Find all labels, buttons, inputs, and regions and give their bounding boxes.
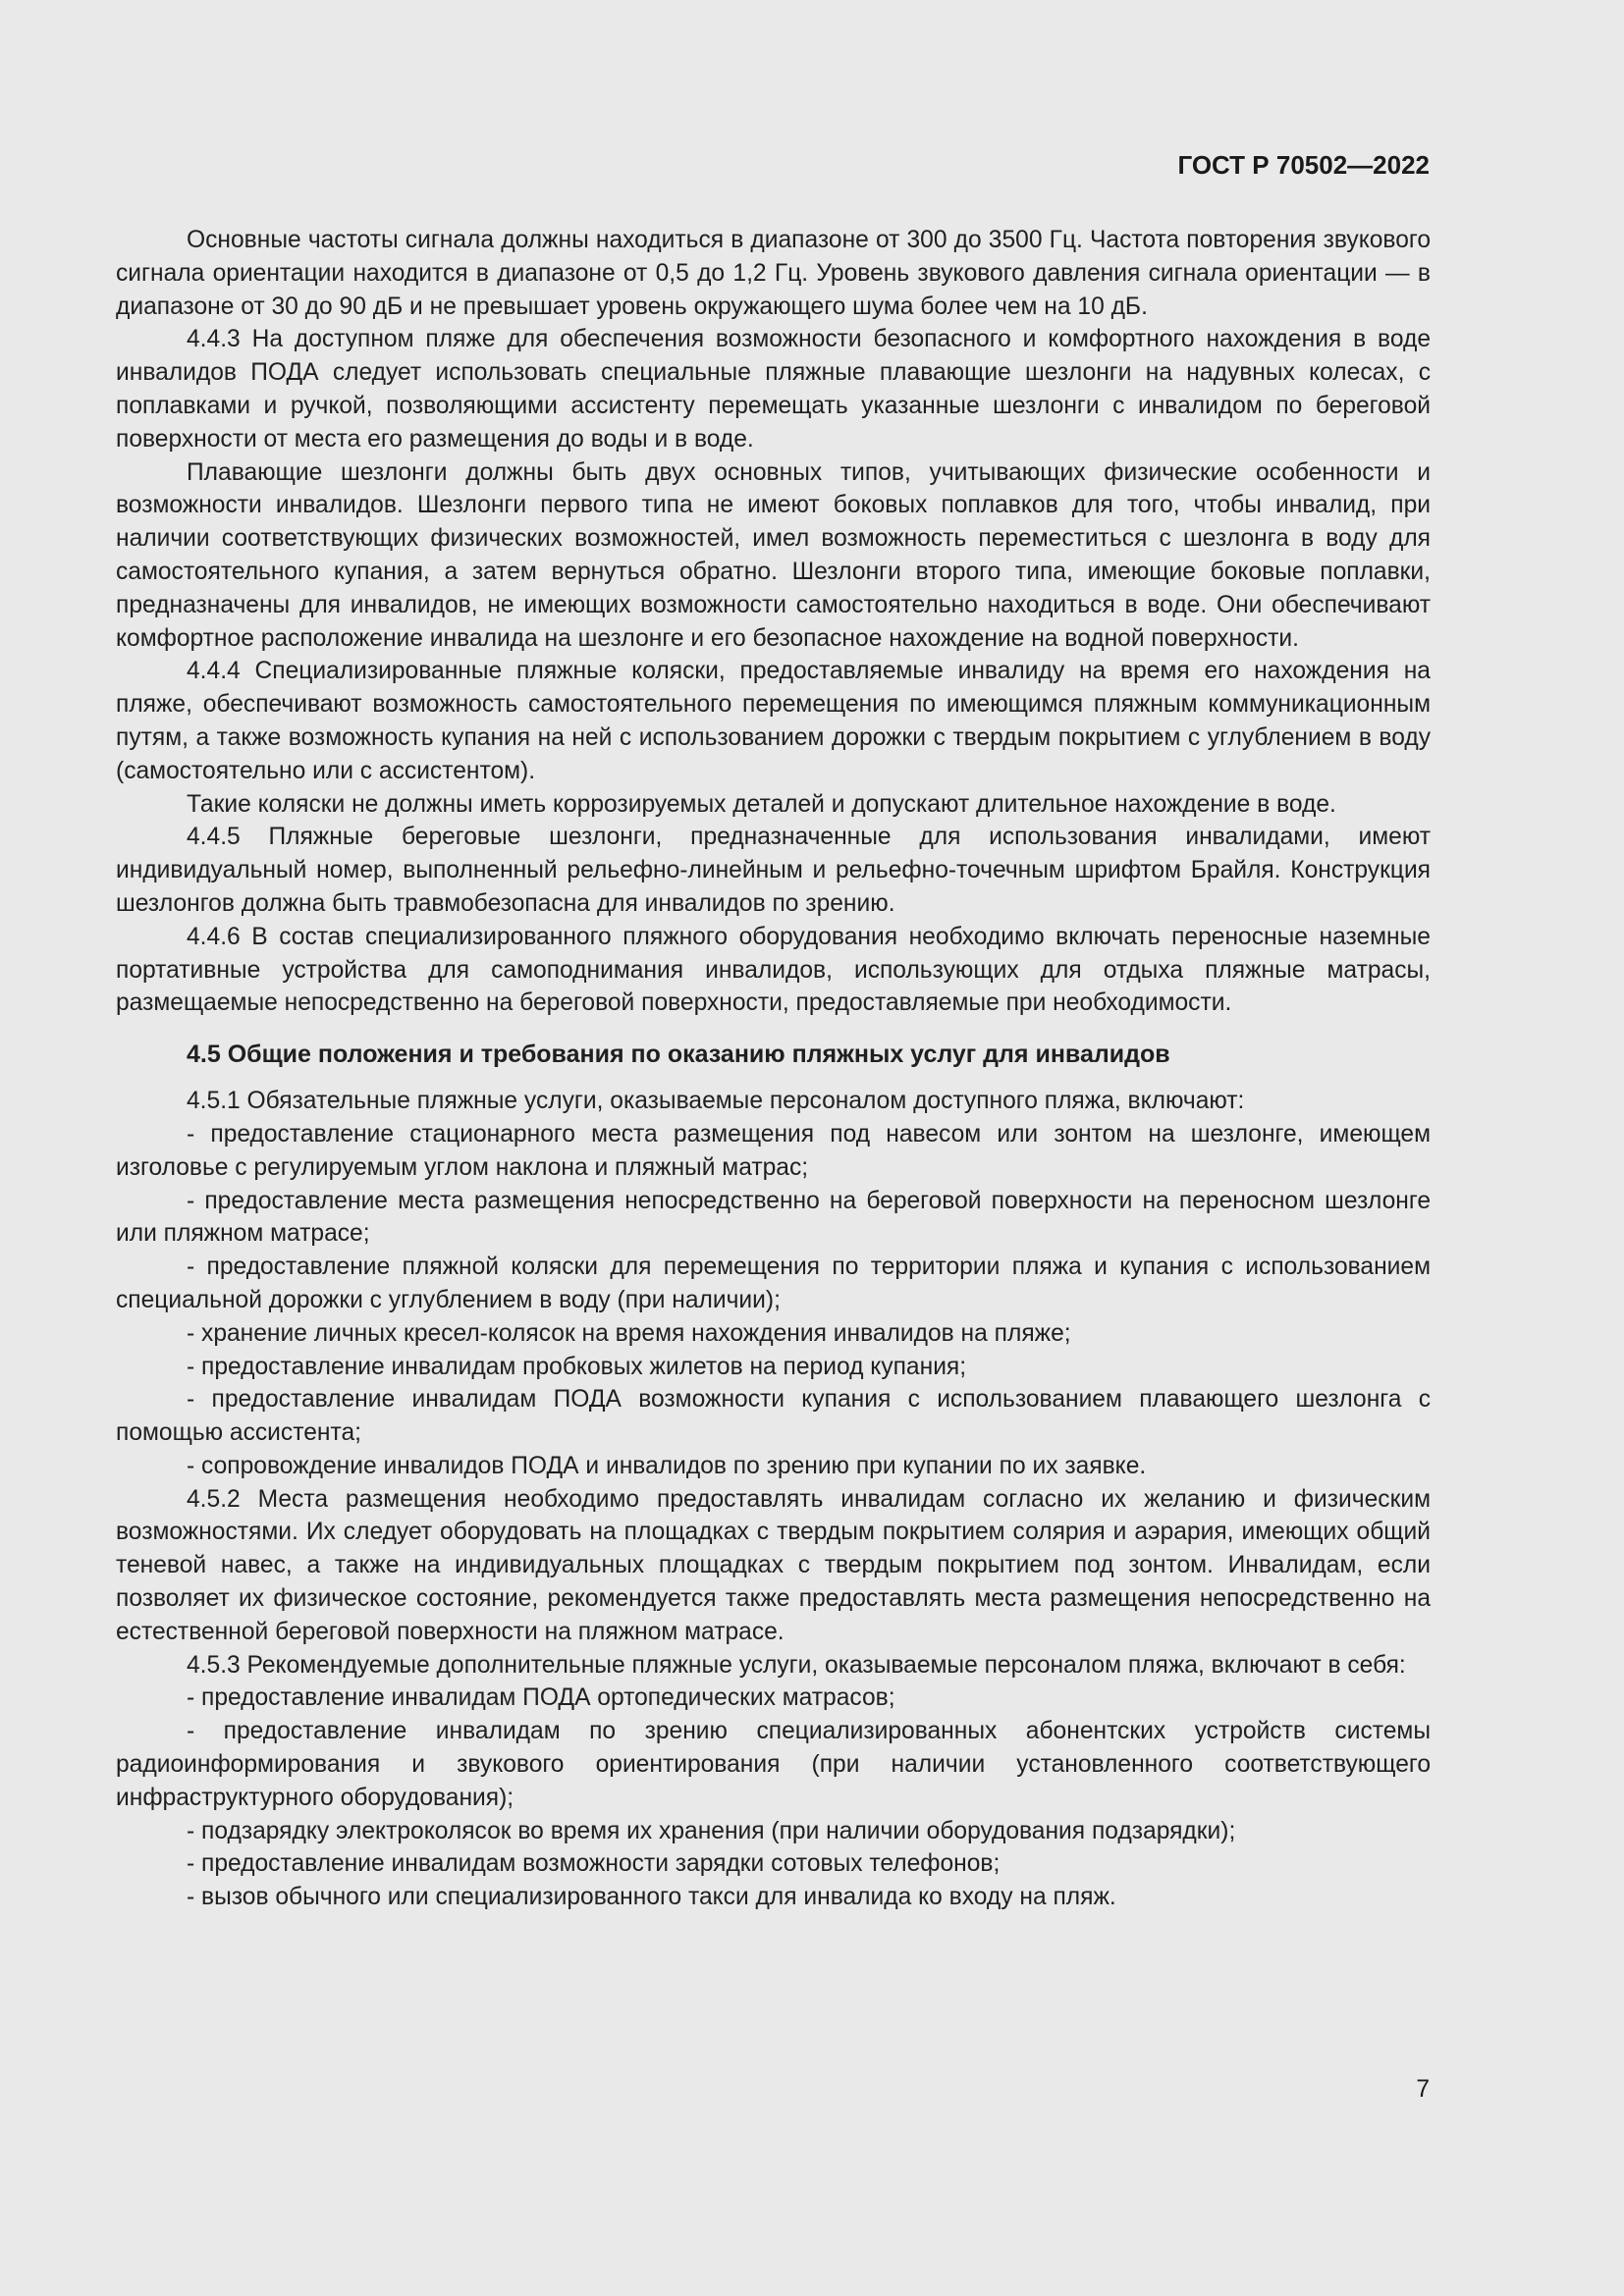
paragraph-4-5-3: 4.5.3 Рекомендуемые дополнительные пляжные услуги, оказываемые персоналом пляжа, включают в себя: [187,1651,1406,1679]
paragraph-4-5-1: 4.5.1 Обязательные пляжные услуги, оказываемые персоналом доступного пляжа, включают: [187,1088,1245,1115]
section-heading-4-5: 4.5 Общие положения и требования по оказанию пляжных услуг для инвалидов [187,1041,1170,1069]
paragraph-signal-frequencies: Основные частоты сигнала должны находиться в диапазоне от 300 до 3500 Гц. Частота повторения звукового сигнала ориентации находится в диапазоне от 0,5 до 1,2 Гц. Уровень звукового давления сигнала ориентации — в диапазоне от 30 до 90 дБ и не превышает уровень окружающего шума более чем на 10 дБ. [116,227,1431,320]
document-header-code: ГОСТ Р 70502—2022 [1177,150,1430,180]
paragraph-4-4-5: 4.4.5 Пляжные береговые шезлонги, предназначенные для использования инвалидами, имеют индивидуальный номер, выполненный рельефно-линейным и рельефно-точечным шрифтом Брайля. Конструкция шезлонгов должна быть травмобезопасна для инвалидов по зрению. [116,824,1431,917]
list-item: - подзарядку электроколясок во время их хранения (при наличии оборудования подзарядки); [187,1817,1236,1844]
page-body [116,224,1431,1914]
list-item: - сопровождение инвалидов ПОДА и инвалидов по зрению при купании по их заявке. [187,1452,1147,1479]
list-item: - предоставление инвалидам ПОДА ортопедических матрасов; [187,1684,895,1712]
list-item: - вызов обычного или специализированного такси для инвалида ко входу на пляж. [187,1884,1116,1911]
list-item: - предоставление инвалидам возможности зарядки сотовых телефонов; [187,1850,1001,1878]
paragraph-4-4-3: 4.4.3 На доступном пляже для обеспечения возможности безопасного и комфортного нахождения в воде инвалидов ПОДА следует использовать специальные пляжные плавающие шезлонги на надувных колесах, с поплавками и ручкой, позволяющими ассистенту перемещать указанные шезлонги с инвалидом по береговой поверхности от места его размещения до воды и в воде. [116,326,1431,453]
paragraph-4-4-4: 4.4.4 Специализированные пляжные коляски, предоставляемые инвалиду на время его нахождения на пляже, обеспечивают возможность самостоятельного перемещения по имеющимся пляжным коммуникационным путям, а также возможность купания на ней с использованием дорожки с твердым покрытием с углублением в воду (самостоятельно или с ассистентом). [116,658,1431,784]
list-item: - предоставление пляжной коляски для перемещения по территории пляжа и купания с использованием специальной дорожки с углублением в воду (при наличии); [116,1254,1431,1313]
paragraph-4-5-2: 4.5.2 Места размещения необходимо предоставлять инвалидам согласно их желанию и физическим возможностями. Их следует оборудовать на площадках с твердым покрытием солярия и аэрария, имеющих общий теневой навес, а также на индивидуальных площадках с твердым покрытием под зонтом. Инвалидам, если позволяет их физическое состояние, рекомендуется также предоставлять места размещения непосредственно на естественной береговой поверхности на пляжном матрасе. [116,1485,1431,1645]
list-item: - предоставление инвалидам пробковых жилетов на период купания; [187,1353,967,1380]
list-item: - предоставление стационарного места размещения под навесом или зонтом на шезлонге, имеющем изголовье с регулируемым углом наклона и пляжный матрас; [116,1120,1431,1181]
list-item: - хранение личных кресел-колясок на время нахождения инвалидов на пляже; [187,1319,1071,1347]
paragraph-4-4-6: 4.4.6 В состав специализированного пляжного оборудования необходимо включать переносные наземные портативные устройства для самоподнимания инвалидов, использующих для отдыха пляжные матрасы, размещаемые непосредственно на береговой поверхности, предоставляемые при необходимости. [116,923,1431,1017]
paragraph-wheelchairs-corrosion: Такие коляски не должны иметь коррозируемых деталей и допускают длительное нахождение в воде. [187,790,1336,818]
list-item: - предоставление инвалидам ПОДА возможности купания с использованием плавающего шезлонга с помощью ассистента; [116,1386,1431,1447]
list-item: - предоставление инвалидам по зрению специализированных абонентских устройств системы радиоинформирования и звукового ориентирования (при наличии установленного соответствующего инфраструктурного оборудования); [116,1718,1431,1811]
paragraph-floating-loungers: Плавающие шезлонги должны быть двух основных типов, учитывающих физические особенности и возможности инвалидов. Шезлонги первого типа не имеют боковых поплавков для того, чтобы инвалид, при наличии соответствующих физических возможностей, имел возможность переместиться с шезлонга в воду для самостоятельного купания, а затем вернуться обратно. Шезлонги второго типа, имеющие боковые поплавки, предназначены для инвалидов, не имеющих возможности самостоятельно находиться в воде. Они обеспечивают комфортное расположение инвалида на шезлонге и его безопасное нахождение на водной поверхности. [116,458,1431,652]
page-number: 7 [1416,2076,1430,2103]
list-item: - предоставление места размещения непосредственно на береговой поверхности на переносном шезлонге или пляжном матрасе; [116,1187,1431,1248]
